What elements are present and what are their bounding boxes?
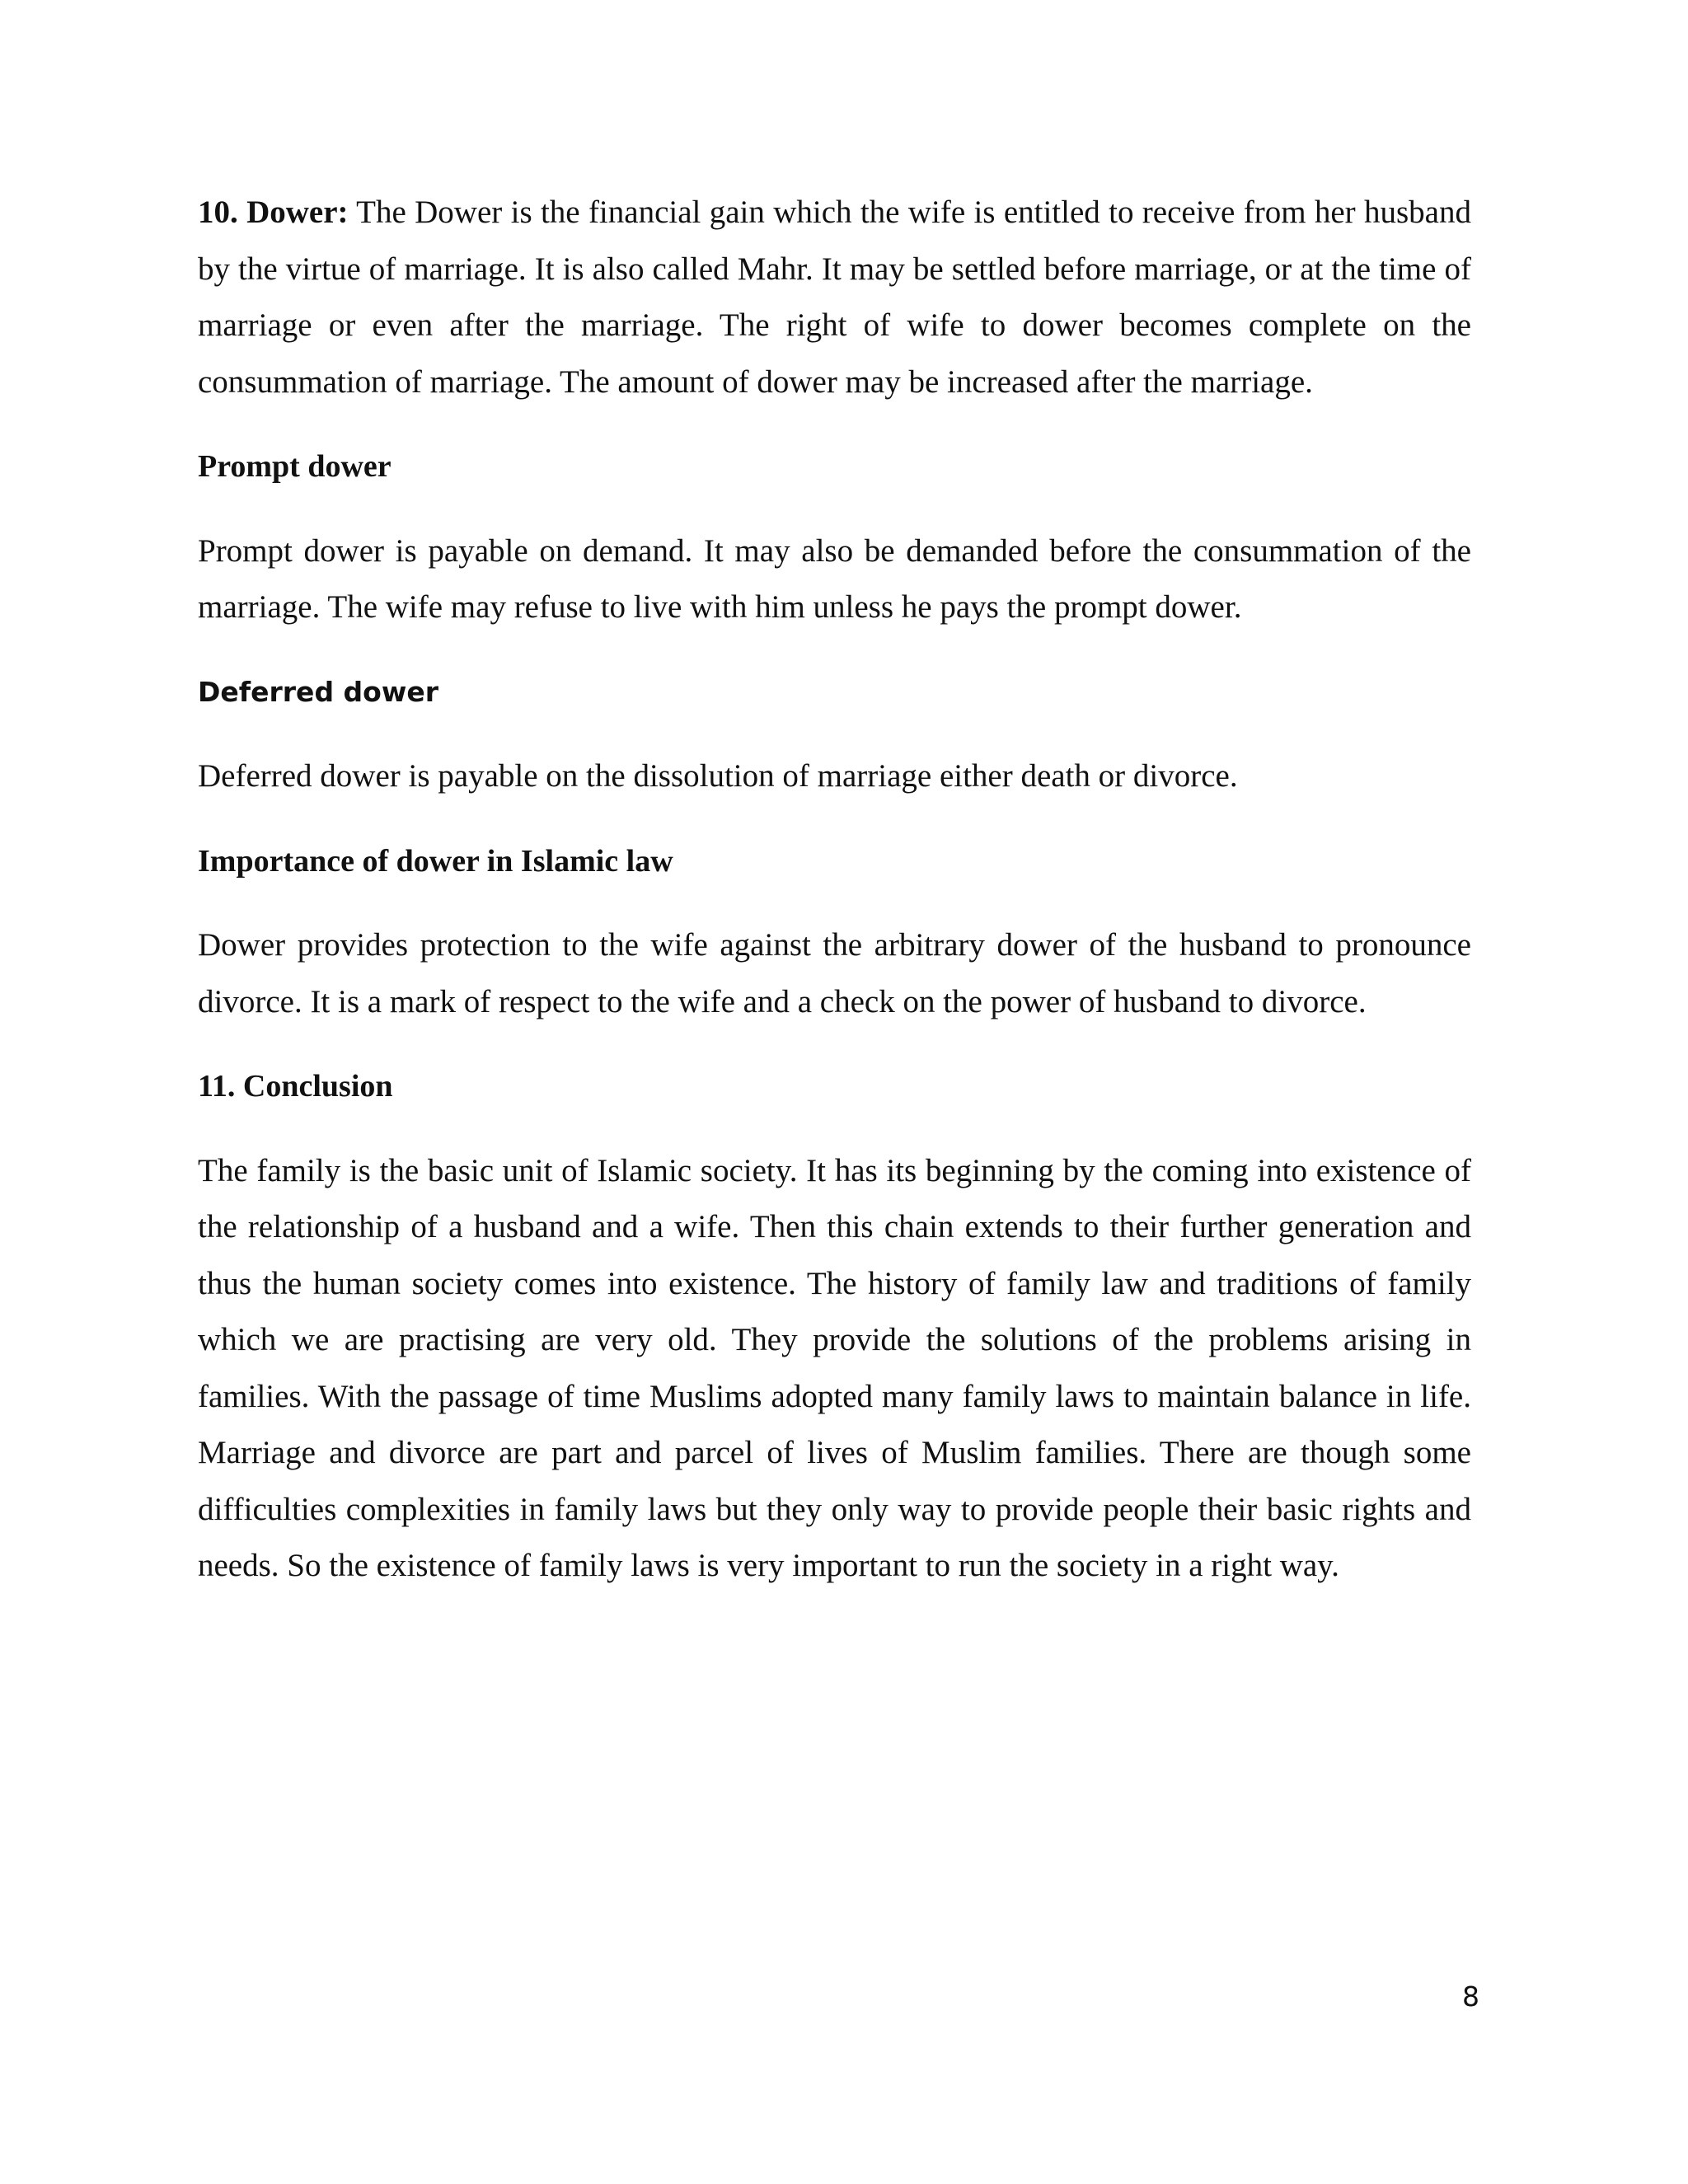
importance-heading: Importance of dower in Islamic law	[198, 843, 673, 879]
conclusion-heading: 11. Conclusion	[198, 1069, 393, 1104]
conclusion-paragraph: The family is the basic unit of Islamic society. It has its beginning by the coming into existence of the relationship of a husband and a wife. Then this chain extends to their further generation and thus the human society comes into existence. The history of family law and traditions of family which we are practising are very old. They provide the solutions of the problems arising in families. With the passage of time Muslims adopted many family laws to maintain balance in life. Marriage and divorce are part and parcel of lives of Muslim families. There are though some difficulties complexities in family laws but they only way to provide people their basic rights and needs. So the existence of family laws is very important to run the society in a right way.	[198, 1152, 1471, 1583]
prompt-dower-heading: Prompt dower	[198, 449, 392, 484]
dower-paragraph	[198, 185, 1471, 410]
importance-paragraph: Dower provides protection to the wife against the arbitrary dower of the husband to pronounce divorce. It is a mark of respect to the wife and a check on the power of husband to divorce.	[198, 927, 1471, 1019]
page-content	[198, 185, 1471, 1595]
dower-heading: 10. Dower:	[198, 194, 349, 230]
dower-text: The Dower is the financial gain which the wife is entitled to receive from her husband by the virtue of marriage. It is also called Mahr. It may be settled before marriage, or at the time of marriage or even after the marriage. The right of wife to dower becomes complete on the consummation of marriage. The amount of dower may be increased after the marriage.	[198, 194, 1471, 400]
deferred-dower-heading: Deferred dower	[198, 675, 438, 708]
page-number: 8	[1462, 1980, 1479, 2013]
prompt-dower-paragraph: Prompt dower is payable on demand. It may also be demanded before the consummation of the marriage. The wife may refuse to live with him unless he pays the prompt dower.	[198, 532, 1471, 625]
deferred-dower-paragraph: Deferred dower is payable on the dissolution of marriage either death or divorce.	[198, 758, 1238, 794]
